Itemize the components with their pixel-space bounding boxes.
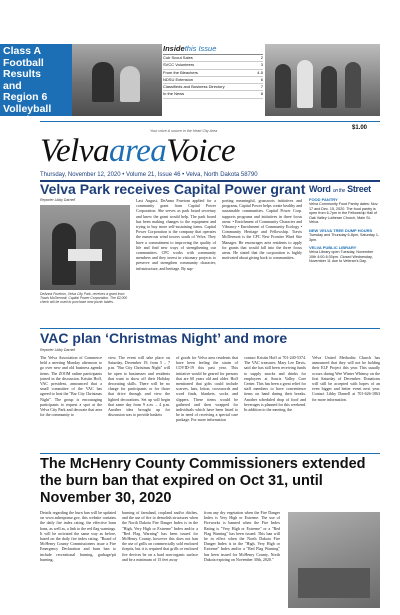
toc-item[interactable] [163, 77, 263, 84]
wots-item-text: Tuesday and Thursday 6-8pm, Saturday 1-3pm. [309, 232, 380, 242]
masthead-tagline: Your voice & source in the Heart City Area [150, 129, 218, 133]
grant-photo-caption: DeAnna Fruetom, Velva City Park, receives a grant from Travis McDermott, Capital Power Corporation. The $2,000 check will be used to purchase new picnic tables. [40, 292, 128, 305]
dateline: Thursday, November 12, 2020 • Volume 21, Issue 46 • Velva, North Dakota 58790 [40, 172, 258, 178]
toc-item-label: Cub Scout Sales [163, 55, 193, 60]
sideband-line: Bracket [3, 114, 42, 126]
wots-title [309, 184, 380, 194]
wots-title-pre: Word [309, 184, 331, 194]
wots-title-mid: on the [332, 188, 345, 194]
toc-item[interactable] [163, 84, 263, 91]
toc-item-page: 2 [260, 55, 263, 60]
wots-title-post: Street [347, 184, 371, 194]
wots-item-head: NEW VELVA TREE DUMP HOURS [309, 227, 373, 233]
volleyball-photo [265, 44, 380, 116]
toc-item-page: 3 [260, 62, 263, 68]
wots-item-head: VELVA PUBLIC LIBRARY [309, 245, 357, 251]
toc-item-label: NDSU Extension [163, 76, 194, 82]
price: $1.00 [352, 125, 368, 131]
toc-item[interactable] [163, 70, 263, 77]
toc-item-page: 4-5 [257, 69, 263, 75]
masthead-name-post: Voice [166, 133, 236, 169]
masthead-title [40, 133, 235, 170]
story2-byline: Reporter Libby Darnell [40, 348, 76, 352]
sideband-line: and [3, 79, 22, 92]
story3-column: burning of farmland, cropland and/or ditches, and the use of fire to demolish structures when the North Dakota Fire Danger Index is in the "High, Very High or Extreme" Index and/or a "Red Flag Warning" has been issued for McHenry County, however this does not ban the use of grills on commercially sold enclosed firepits, but it is required that grills or enclosed fire devices be on a hard non-organic surface and be a minimum of 15 feet away [122, 510, 198, 562]
toc-title-pre: Inside [163, 44, 185, 53]
story2-headline[interactable]: VAC plan ‘Christmas Night’ and more [40, 330, 288, 346]
sideband-line: Region 6 [3, 91, 48, 103]
story3-headline[interactable]: The McHenry County Commissioners extended the burn ban that expired on Oct 31, until November 30, 2020 [40, 456, 366, 506]
story1-headline[interactable]: Velva Park receives Capital Power grant [40, 181, 306, 197]
sideband-line: Class A [3, 45, 42, 57]
story3-rule [40, 453, 380, 454]
sports-sideband[interactable] [0, 44, 72, 132]
toc-title [163, 44, 263, 55]
story2-column: view. The event will take place on Saturday, December 19, from 5 – 7 p.m. "Bar City Christmas Night" will be open to businesses and residents that want to show off their Holiday decorating skills. There will be no charge for participants or for those that drive through and view the lighted decorations. Set up will begin that same day from 9 a.m. – 4 p.m. Another idea brought up for discussion was to provide baskets [108, 355, 170, 418]
story2-column: Velva United Methodist Church has announced that they will not be holding their ELF Project this year. This usually occurs during Wee Winter Whimsy on the first Saturday of December. Donations will still be accepted with hopes of an even bigger and better event next year. Contact Libby Darnell at 701-626-1863 for more information. [312, 355, 380, 402]
sideband-line: Results [3, 68, 41, 80]
grant-photo [40, 205, 130, 290]
story2-column: contact Kristin Hoff at 701-240-5374. The VAC treasurer, Mary Lee Davis, said she has still been receiving funds to supply snacks and drinks for employees at Souris Valley Care Center. This has been a great relief for staff members to have convenience items on hand during their breaks. Another scheduled drop of food and beverages is planned for this weekend. In addition to the meeting, the [244, 355, 306, 413]
story3-column: Details regarding the burn ban will be updated on www.ndresponse.gov, this website contains the daily fire index rating, the effective burn bans, as well as, a link to the red flag warnings. It will be activated the same way as before, based on the daily fire index rating. "Board of McHenry County Commissioners issue a Fire Emergency Declaration and burn ban to include recreational burning, garbage/pit burning, [40, 510, 116, 562]
fire-photo [288, 512, 380, 608]
toc-item-page: 6 [260, 76, 263, 82]
wots-item-text: Velva Library open Tuesday, November 10th 4:00-6:30pm. Closed Wednesday, November 11 due to Veteran's Day. [309, 250, 374, 264]
story2-rule [40, 328, 380, 329]
toc-item[interactable] [163, 91, 263, 98]
toc-item-label: From the Bleachers [163, 69, 198, 75]
story1-byline: Reporter Libby Darnell [40, 198, 76, 202]
toc-item-page: 8 [260, 91, 263, 97]
toc-item[interactable] [163, 55, 263, 62]
table-of-contents [163, 44, 263, 99]
toc-item-label: SVCC Volunteers [163, 62, 195, 68]
sideband-line: Football [3, 56, 44, 69]
football-photo [72, 44, 162, 116]
story2-column: of goods for Velva area residents that have been feeling the strain of COVID-19 this past year. This initiative would be geared for persons that are 60 years old and older. Hoff mentioned that gifts could include scarves, hats, lotion, crosswords and word finds, blankets, socks and slippers. These items would be gathered and then wrapped for individuals which have been listed to be in need of receiving a special care package. For more information [176, 355, 238, 423]
toc-item-page: 7 [260, 84, 263, 90]
toc-item-label: In the News [163, 91, 185, 97]
toc-item[interactable] [163, 62, 263, 69]
story1-column: Last August, DeAnna Fruetom applied for a community grant from Capital Power Corporation. She serves as park board secretary and knew the grant would help. The park board has been making changes to the equipment and trying to buy more self-sustaining items. Capital Power Corporation is the company that operates the numerous wind towers south of Velva. They have a commitment to improving the quality of life and find new ways of strengthening our communities. CPC works with community members and they invest in visionary projects to preserve and strengthen community character, infrastructure, and heritage. By sup- [136, 198, 216, 271]
story3-column: from any dry vegetation when the Fire Danger Index is Very High or Extreme. The use of Fireworks is banned when the Fire Index Rating is "Very High or Extreme" or a "Red Flag Warning" has been issued. This ban will be in effect when the North Dakota Fire Danger Index is in the "High, Very High or Extreme" Index and/or a "Red Flag Warning" has been issued for McHenry County, North Dakota expiring on November 30th, 2020." [204, 510, 280, 562]
sideband-line: Volleyball [3, 102, 52, 115]
story2-column: The Velva Association of Commerce held a meeting Monday afternoon to go over new and old business agenda items. The ZOOM online participants joined in the discussion. Kristin Hoff, VAC president, announced that a small committee of the VAC has agreed to host the "Bar City Christmas Night". The group is encouraging participants to request a spot at the Velva City Park and decorate that area for the community to [40, 355, 102, 418]
masthead-name-mid: area [108, 133, 167, 169]
sideband-page-ref: Page 6 [3, 126, 16, 132]
word-on-the-street [309, 184, 380, 264]
story1-column: porting meaningful, grassroots initiatives and programs, Capital Power helps create healthy and sustainable communities. Capital Power Corp. supports programs and initiatives in three focus areas: • Enrichment of Community Character and Vibrancy • Enrichment of Community Ecology • Community Heritage and Fellowship. Travis McDermott is the CPC New Frontier Wind Site Manager. He encourages area residents to apply for grants that would fall into the three focus areas. He stated that the corporation is highly motivated about giving back to communities. [222, 198, 302, 261]
masthead-name-pre: Velva [40, 133, 109, 169]
wots-item-head: FOOD PANTRY [309, 197, 338, 202]
wots-item-text: Velva Community Food Pantry dates: Nov. 17 and Dec. 15, 2020. The food pantry is open from 6-7pm in the Fellowship Hall of Oak Valley Lutheran Church, Main St. Velva. [309, 202, 379, 225]
toc-title-post: this Issue [184, 44, 217, 53]
top-rule [40, 121, 380, 122]
toc-item-label: Classifieds and Business Directory [163, 84, 225, 90]
